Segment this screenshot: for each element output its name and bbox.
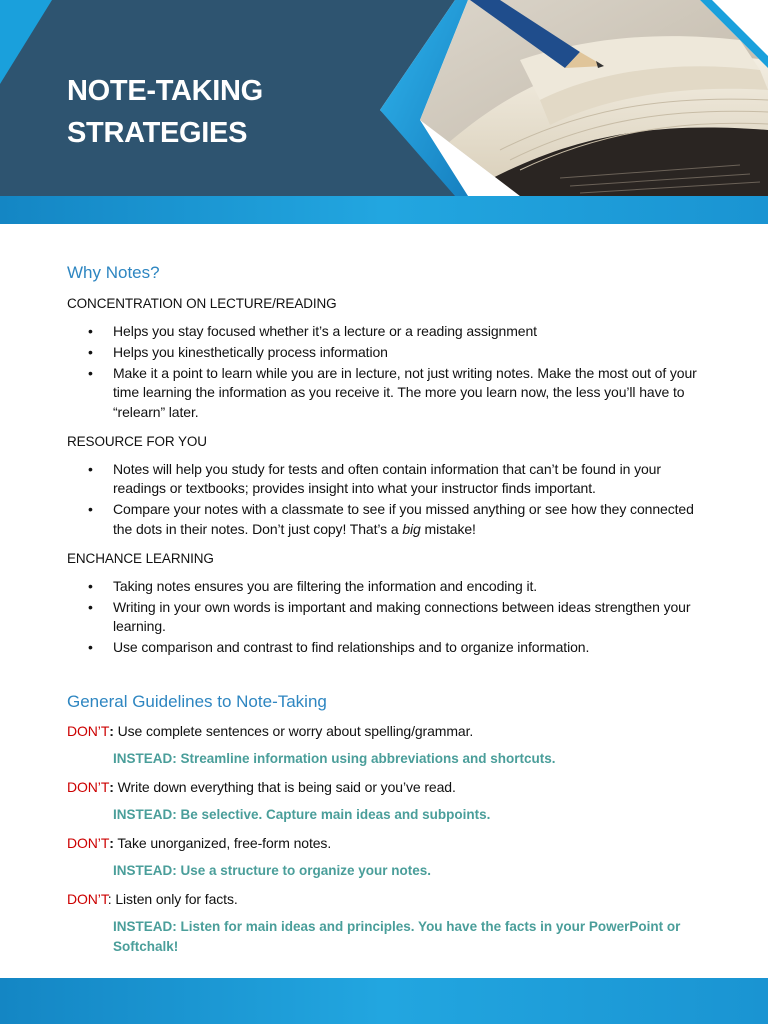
guidelines-heading: General Guidelines to Note-Taking <box>67 691 327 711</box>
title-line-2: STRATEGIES <box>67 117 248 149</box>
dont-text: Listen only for facts. <box>115 890 238 907</box>
page-title <box>67 70 263 154</box>
dont-colon: : <box>109 778 114 795</box>
list-item-text: Compare your notes with a classmate to see if you missed anything or see how they connected the dots in their notes. Don’t just copy! That’s a <box>113 501 694 537</box>
rule-instead: INSTEAD: Streamline information using abbreviations and shortcuts. <box>113 751 556 766</box>
concentration-list <box>67 322 707 423</box>
list-item: • Make it a point to learn while you are in lecture, not just writing notes. Make the most out of your time learning the information as you receive it. The more you learn now, the less you’ll have to “relearn” later. <box>67 364 707 423</box>
footer-stripe <box>0 978 768 1024</box>
enhance-list <box>67 577 707 658</box>
dont-label: DON’T <box>67 834 110 851</box>
list-item: • Helps you stay focused whether it’s a lecture or a reading assignment <box>67 322 707 342</box>
rule-instead: INSTEAD: Be selective. Capture main ideas and subpoints. <box>113 807 491 822</box>
subheading-resource: RESOURCE FOR YOU <box>67 434 207 449</box>
list-item: • Writing in your own words is important and making connections between ideas strengthen your learning. <box>67 598 707 637</box>
resource-list <box>67 460 707 540</box>
dont-label: DON’T <box>67 722 110 739</box>
list-item: • Use comparison and contrast to find relationships and to organize information. <box>67 638 707 658</box>
guidelines-section <box>67 691 707 957</box>
list-item: • Notes will help you study for tests and often contain information that can’t be found in your readings or textbooks; provides insight into what your instructor finds important. <box>67 460 707 499</box>
header-banner <box>0 0 768 224</box>
rule-dont <box>67 890 707 910</box>
list-item <box>67 500 707 539</box>
dont-label: DON’T <box>67 778 110 795</box>
dont-label: DON’T <box>67 890 108 907</box>
emphasis-big: big <box>402 520 421 537</box>
dont-text: Write down everything that is being said or you’ve read. <box>117 778 456 795</box>
list-item-text-end: mistake! <box>420 520 476 537</box>
dont-colon: : <box>107 890 112 907</box>
subheading-enhance: ENCHANCE LEARNING <box>67 551 214 566</box>
rule-dont <box>67 834 707 854</box>
dont-text: Take unorganized, free-form notes. <box>117 834 332 851</box>
main-content <box>67 262 707 956</box>
rule-instead: INSTEAD: Use a structure to organize your notes. <box>113 863 432 878</box>
dont-colon: : <box>109 834 114 851</box>
list-item: • Taking notes ensures you are filtering the information and encoding it. <box>67 577 707 597</box>
rule-instead: INSTEAD: Listen for main ideas and principles. You have the facts in your PowerPoint or Softchalk! <box>113 919 681 954</box>
why-notes-heading: Why Notes? <box>67 263 160 282</box>
dont-colon: : <box>109 722 114 739</box>
rule-dont <box>67 778 707 798</box>
dont-text: Use complete sentences or worry about spelling/grammar. <box>117 722 474 739</box>
subheading-concentration: CONCENTRATION ON LECTURE/READING <box>67 296 337 311</box>
title-line-1: NOTE-TAKING <box>67 75 263 107</box>
list-item: • Helps you kinesthetically process information <box>67 343 707 363</box>
rule-dont <box>67 722 707 742</box>
